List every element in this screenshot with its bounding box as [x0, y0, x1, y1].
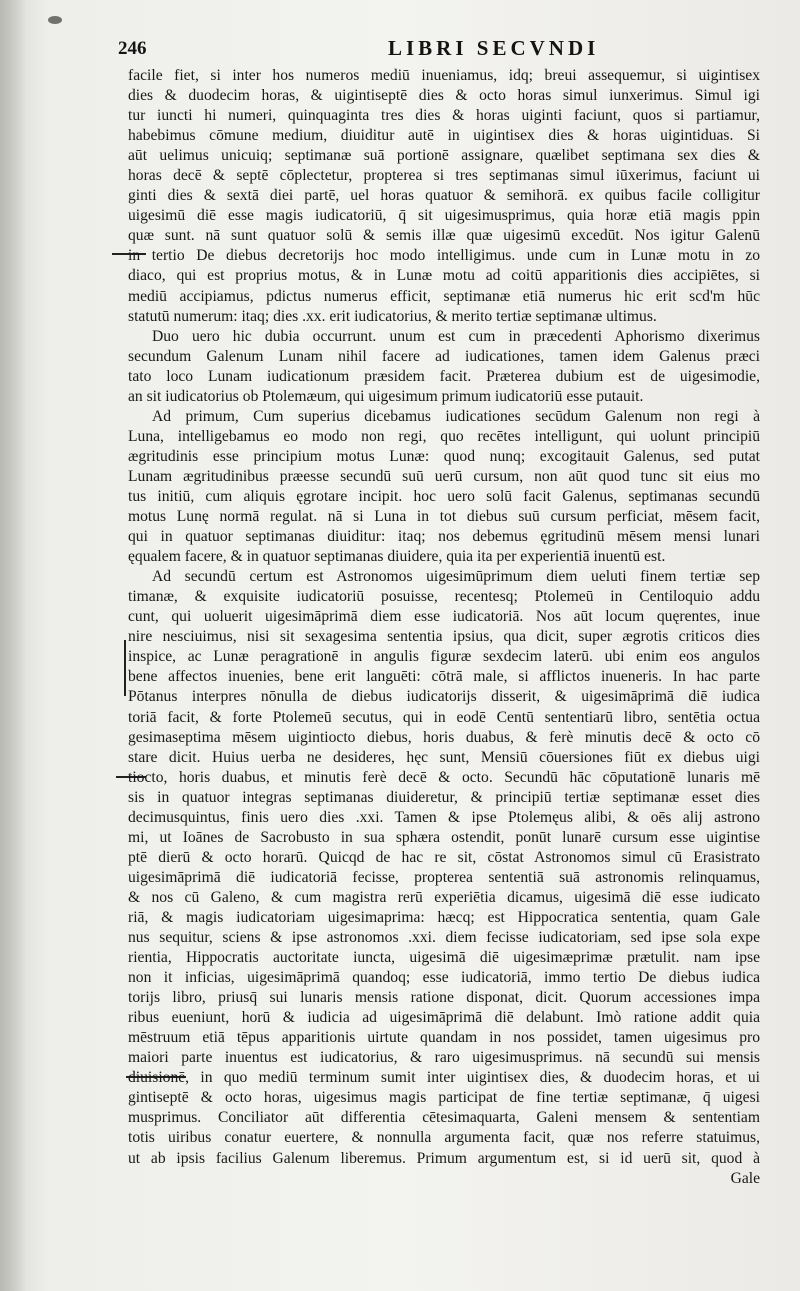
- text-line: diaco, qui est proprius motus, & in Lunæ motu ad coitū apparitionis dies accipiētes, si: [128, 267, 760, 285]
- paragraph-start-line: Ad secundū certum est Astronomos uigesimūprimum diem ueluti finem tertiæ sep: [152, 568, 760, 586]
- text-line: toriā facit, & forte Ptolemeū secutus, qui in eodē Centū sententiarū libro, sentētia octua: [128, 708, 760, 726]
- text-line: facile fiet, si inter hos numeros mediū inueniamus, idq; breui assequemur, si uigintisex: [128, 67, 760, 84]
- text-line: riā, & magis iudicatoriam uigesimaprima: hæcq; est Hippocratica sententia, quam Gale: [128, 908, 760, 926]
- text-line: decimusquintus, finis uero dies .xxi. Tamen & ipse Ptolemęus alibi, & oēs alij astrono: [128, 808, 760, 826]
- text-line: tus initiū, cum aliquis ęgrotare incipit. hoc uero solū facit Galenus, septimanas secundū: [128, 487, 760, 505]
- text-line: & nos cū Galeno, & cum magistra rerū experiētia dicamus, uigesimā diē esse iudicato: [128, 888, 760, 906]
- text-line: tur iuncti hi numeri, quinquaginta tres dies & horas uiginti faciunt, quos si partiamur,: [128, 107, 760, 125]
- text-line: diuisionē, in quo mediū terminum sumit inter uigintisex dies, & duodecim horas, et ui: [128, 1069, 760, 1087]
- text-line: habebimus cōmune medium, diuiditur autē in uigintisex dies & horas uigintiduas. Si: [128, 127, 760, 145]
- text-line: cunt, qui uoluerit uigesimāprimā diem esse iudicatoriā. Nos aūt locum quęrentes, inue: [128, 608, 760, 626]
- text-line: maiori parte inuentus est iudicatorius, & raro uigesimusprimus. nā secundū sui mensis: [128, 1049, 760, 1067]
- running-title: LIBRI SECVNDI: [388, 36, 600, 60]
- text-line: non it inficias, uigesimāprimā quandoq; esse iudicatoriā, immo tertio De diebus iudica: [128, 969, 760, 987]
- text-line: nus sequitur, sciens & ipse astronomos .xxi. diem fecisse iudicatoriam, sed ipse sola expe: [128, 929, 760, 947]
- text-line: ribus eueniunt, horū & iudicia ad uigesimāprimā diē delabunt. Imò ratione addit quia: [128, 1009, 760, 1027]
- margin-bracket-mark: [124, 640, 126, 696]
- text-line: qui in quatuor septimanas diuiditur: itaq; nos debemus ęgritudinū mēsem mensi lunari: [128, 528, 760, 546]
- text-line: sis in quatuor integras septimanas diuideretur, & principiū tertiæ septimanæ esset dies: [128, 788, 760, 806]
- catchword: Gale: [730, 1169, 760, 1187]
- text-line: timanæ, & exquisite iudicatoriū posuisse, recentesq; Ptolemeū in Centiloquio addu: [128, 588, 760, 606]
- running-head: [118, 36, 758, 64]
- text-line: gintiseptē & octo horas, uigesimus magis participat de fine tertiæ septimanæ, q̄ uigesi: [128, 1089, 760, 1107]
- text-line: mediū accipiamus, pdictus numerus efficit, septimanæ etiā numerus hic erit scd'm hūc: [128, 287, 760, 305]
- text-line: mēstruum etiā tēpus apparitionis uirtute quandam in nos possidet, tamen uigesimus pro: [128, 1029, 760, 1047]
- text-line: tiocto, horis duabus, et minutis ferè decē & octo. Secundū hāc cōputationē lunaris mē: [128, 768, 760, 786]
- gutter-shadow: [0, 0, 26, 1291]
- text-line: statutū numerum: itaq; dies .xx. erit iudicatorius, & merito tertiæ septimanæ ultimus.: [128, 307, 657, 325]
- text-line: dies & duodecim horas, & uigintiseptē dies & octo horas simul iunxerimus. Simul igi: [128, 87, 760, 105]
- text-line: ęqualem facere, & in quatuor septimanas diuidere, quia ita per experientiā inuentū est.: [128, 548, 666, 566]
- text-line: gesimaseptima mēsem uigintiocto diebus, horis duabus, & ferè minutis decē & octo cō: [128, 728, 760, 746]
- text-line: motus Lunę normā regulat. nā si Luna in tot diebus suū cursum perficiat, mēsem facit,: [128, 508, 760, 526]
- text-line: rientia, Hippocratis auctoritate iuncta, uigesimā diē uigesimæprimæ prætulit. nam ipse: [128, 949, 760, 967]
- text-line: tato loco Lunam iudicationum præsidem facit. Præterea dubium est de uigesimodie,: [128, 367, 760, 385]
- text-line: aūt uelimus unicuiq; septimanæ suā portionē assignare, quælibet septimana sex dies &: [128, 147, 760, 165]
- text-line: ginti dies & sextā diei partē, uel horas quatuor & semihorā. ex quibus facile colligitur: [128, 187, 760, 205]
- text-line: inspice, ac Lunæ peragrationē in angulis figuræ sexdecim laterū. ubi enim eos angulos: [128, 648, 760, 666]
- text-line: uigesimū diē esse magis iudicatoriū, q̄ sit uigesimusprimus, quia horæ etiā magis ppin: [128, 207, 760, 225]
- paragraph-start-line: Ad primum, Cum superius dicebamus iudicationes secūdum Galenum non regi à: [152, 407, 760, 425]
- page-number: 246: [118, 38, 147, 59]
- paragraph-start-line: Duo uero hic dubia occurrunt. unum est cum in præcedenti Aphorismo dixerimus: [152, 327, 760, 345]
- text-line: mi, ut Ioānes de Sacrobusto in sua sphæra ostendit, ponūt lunarē cursum esse uigintise: [128, 828, 760, 846]
- text-line: an sit iudicatorius ob Ptolemæum, qui uigesimum primum iudicatoriū esse putauit.: [128, 387, 644, 405]
- text-line: ptē dierū & octo horarū. Quicqd de hac re sit, cōstat Astronomos simul cū Erasistrato: [128, 848, 760, 866]
- text-line: musprimus. Conciliator aūt differentia cētesimaquarta, Galeni mensem & sententiam: [128, 1109, 760, 1127]
- text-line: bene affectos inuenies, bene erit languēti: cōtrā male, si afflictos inueneris. In hac parte: [128, 668, 760, 686]
- text-line: uigesimāprimā diē iudicatoriā fecisse, propterea sententiā suā astronomis relinquamus,: [128, 868, 760, 886]
- text-line: Luna, intelligebamus eo modo non regi, quo recētes intelligunt, qui uolunt principiū: [128, 427, 760, 445]
- text-line: in tertio De diebus decretorijs hoc modo intelligimus. unde cum in Lunæ motu in zo: [128, 247, 760, 265]
- body-text: [128, 66, 760, 1189]
- text-line: ut ab ipsis facilius Galenum liberemus. Primum argumentum est, si id uerū sit, quod à: [128, 1149, 760, 1167]
- text-line: Pōtanus interpres nōnulla de diebus iudicatorijs disserit, & uigesimāprimā diē iudica: [128, 688, 760, 706]
- text-line: quæ sunt. nā sunt quatuor solū & semis illæ quæ uigesimū excedūt. Nos igitur Galenū: [128, 227, 760, 245]
- text-line: nire nesciuimus, nisi sit sexagesima sententia ipsius, qua dicit, super ægrotis criticos dies: [128, 628, 760, 646]
- text-line: Lunam ægritudinibus præesse secundū suū uerū cursum, non aūt quod tunc sit eius mo: [128, 467, 760, 485]
- text-line: torijs libro, priusq̄ sui lunaris mensis ratione disponat, dicit. Quorum accessiones impa: [128, 989, 760, 1007]
- text-line: secundum Galenum Lunam nihil facere ad iudicationes, tamen idem Galenus præci: [128, 347, 760, 365]
- text-line: ægritudinis esse principium motus Lunæ: quod nunq; excogitauit Galenus, sed putat: [128, 447, 760, 465]
- ink-blot: [48, 16, 62, 24]
- text-line: horas decē & septē cōplectetur, propterea si tres septimanas simul iūxerimus, faciunt ui: [128, 167, 760, 185]
- text-line: stare dicit. Huius uerba ne desideres, hęc sunt, Mensiū cōuersiones fiūt ex diebus uigi: [128, 748, 760, 766]
- text-line: totis uiribus conatur euertere, & nonnulla argumenta facit, quæ nos referre statuimus,: [128, 1129, 760, 1147]
